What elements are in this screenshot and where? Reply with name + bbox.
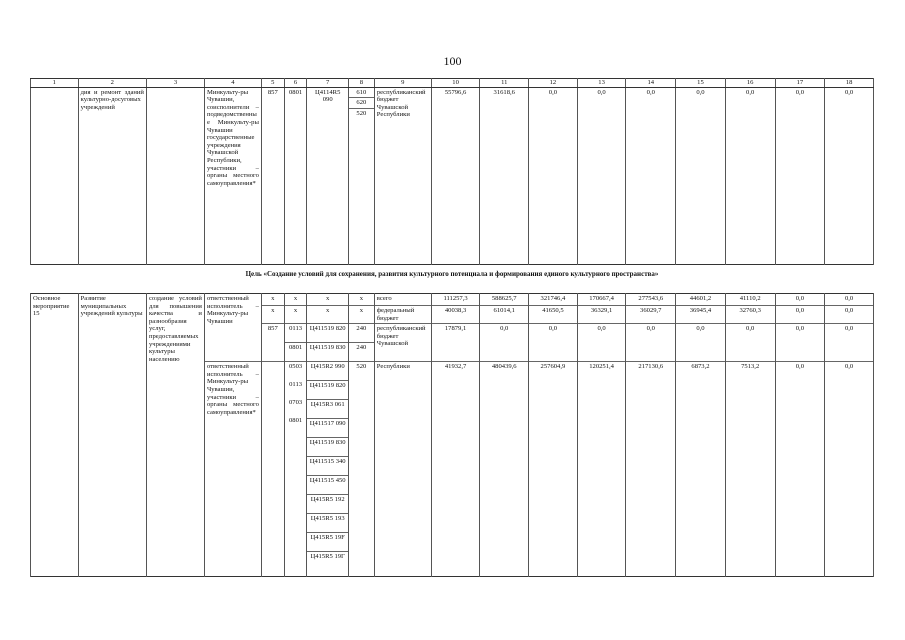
value-cell: 257604,9: [529, 362, 578, 577]
value-cell: 41650,5: [529, 306, 578, 324]
header-cell: 2: [78, 79, 146, 88]
csr-code: Ц415R2 990: [310, 363, 345, 371]
executor: Минкульту-ры Чувашии, соисполнители – подведомственные Минкульту-ры Чувашии государственные учреждения Чувашской Республики, участники – органы местного самоуправления*: [204, 87, 261, 264]
rzpr-codes: [284, 362, 307, 577]
value-cell: 36945,4: [676, 306, 726, 324]
value-cell: 31618,6: [480, 87, 529, 264]
x-mark: x: [348, 306, 374, 324]
value-cell: 0,0: [775, 324, 825, 362]
csr-code: Ц411515 340: [307, 456, 347, 475]
vr-code: 520: [348, 362, 374, 577]
csr-codes: [307, 362, 348, 577]
funding-source: всего: [374, 294, 431, 306]
rzpr-code: 0801: [284, 87, 307, 264]
header-cell: 9: [374, 79, 431, 88]
grbs-code: 857: [261, 87, 284, 264]
value-cell: 0,0: [529, 324, 578, 362]
value-cell: 40038,3: [431, 306, 480, 324]
grbs-code: 857: [261, 324, 284, 362]
rzpr-code: 0703: [288, 399, 303, 407]
header-cell: 11: [480, 79, 529, 88]
header-cell: 18: [825, 79, 874, 88]
x-mark: x: [261, 294, 284, 306]
value-cell: 588625,7: [480, 294, 529, 306]
value-cell: 111257,3: [431, 294, 480, 306]
value-cell: 36029,7: [626, 306, 676, 324]
indicator: создание условий для повышения качества и разнообразия услуг, предоставляемых учреждениями культуры населению: [146, 294, 204, 577]
vr-code: 610: [349, 89, 374, 99]
csr-code: Ц411517 090: [307, 418, 347, 437]
header-cell: 1: [31, 79, 79, 88]
value-cell: 17879,1: [431, 324, 480, 362]
vr-codes: [348, 87, 374, 264]
value-cell: 217130,6: [626, 362, 676, 577]
x-mark: x: [348, 294, 374, 306]
event-name: дия и ремонт зданий культурно-досуговых учреждений: [78, 87, 146, 264]
value-cell: 32760,3: [725, 306, 775, 324]
value-cell: 120251,4: [577, 362, 626, 577]
rzpr-code: 0801: [285, 342, 307, 361]
executor: ответственный исполнитель – Минкульту-ры Чувашии: [204, 294, 261, 362]
value-cell: 0,0: [529, 87, 578, 264]
value-cell: 0,0: [676, 87, 726, 264]
x-mark: x: [284, 294, 307, 306]
value-cell: 480439,6: [480, 362, 529, 577]
vr-codes: [348, 324, 374, 362]
table-cell: [261, 362, 284, 577]
header-cell: 13: [577, 79, 626, 88]
value-cell: 0,0: [775, 87, 825, 264]
table-cell: [31, 87, 79, 264]
header-cell: 3: [146, 79, 204, 88]
value-cell: 0,0: [676, 324, 726, 362]
value-cell: 0,0: [577, 324, 626, 362]
value-cell: 321746,4: [529, 294, 578, 306]
csr-code: Ц411519 820: [307, 380, 347, 399]
vr-code: 520: [356, 109, 367, 117]
goal-heading: Цель «Создание условий для сохранения, развития культурного потенциала и формирования единого культурного пространства»: [245, 270, 659, 278]
event-name: Развитие муниципальных учреждений культуры: [78, 294, 146, 577]
event-type: Основное мероприятие 15: [31, 294, 79, 577]
table-row: [31, 294, 874, 306]
csr-code: Ц4114R5 090: [307, 87, 348, 264]
csr-codes: [307, 324, 348, 362]
rzpr-codes: [284, 324, 307, 362]
value-cell: 0,0: [626, 87, 676, 264]
funding-source: республиканский бюджет Чувашской: [374, 324, 431, 362]
rzpr-code: 0801: [288, 417, 303, 425]
value-cell: 0,0: [825, 294, 874, 306]
value-cell: 277543,6: [626, 294, 676, 306]
value-cell: 0,0: [725, 324, 775, 362]
header-cell: 5: [261, 79, 284, 88]
vr-code: 240: [356, 325, 367, 333]
header-cell: 17: [775, 79, 825, 88]
value-cell: 6873,2: [676, 362, 726, 577]
value-cell: 44601,2: [676, 294, 726, 306]
page-number: 100: [443, 54, 462, 68]
csr-code: Ц415R5 193: [307, 513, 347, 532]
value-cell: 55796,6: [431, 87, 480, 264]
value-cell: 0,0: [775, 362, 825, 577]
csr-code: Ц411519 820: [309, 325, 346, 333]
csr-code: Ц411515 450: [307, 475, 347, 494]
value-cell: 0,0: [825, 324, 874, 362]
vr-code: 240: [349, 342, 374, 361]
header-cell: 7: [307, 79, 348, 88]
budget-table-top: [30, 78, 874, 265]
vr-code: 620: [349, 98, 374, 109]
csr-code: Ц415R5 192: [307, 494, 347, 513]
budget-table-bottom: [30, 293, 874, 577]
executor: ответственный исполнитель – Минкульту-ры Чувашии, участники – органы местного самоуправления*: [204, 362, 261, 577]
header-cell: 15: [676, 79, 726, 88]
value-cell: 0,0: [775, 294, 825, 306]
rzpr-code: 0113: [289, 325, 303, 333]
csr-code: Ц415R5 19Г: [307, 551, 347, 570]
table-row: [31, 87, 874, 264]
csr-code: Ц415R5 19F: [307, 532, 347, 551]
csr-code: Ц411519 830: [307, 437, 347, 456]
funding-source: республиканский бюджет Чувашской Республики: [374, 87, 431, 264]
value-cell: 41110,2: [725, 294, 775, 306]
x-mark: x: [307, 306, 348, 324]
csr-code: Ц411519 830: [307, 342, 347, 361]
value-cell: 7513,2: [725, 362, 775, 577]
rzpr-code: 0113: [289, 381, 303, 389]
value-cell: 0,0: [825, 306, 874, 324]
csr-code: Ц415R3 061: [307, 399, 347, 418]
header-cell: 12: [529, 79, 578, 88]
header-cell: 8: [348, 79, 374, 88]
value-cell: 0,0: [577, 87, 626, 264]
funding-source: федеральный бюджет: [374, 306, 431, 324]
header-cell: 14: [626, 79, 676, 88]
value-cell: 0,0: [775, 306, 825, 324]
header-cell: 10: [431, 79, 480, 88]
header-cell: 4: [204, 79, 261, 88]
header-cell: 6: [284, 79, 307, 88]
header-row: [31, 79, 874, 88]
value-cell: 36329,1: [577, 306, 626, 324]
value-cell: 0,0: [725, 87, 775, 264]
header-cell: 16: [725, 79, 775, 88]
funding-source: Республики: [374, 362, 431, 577]
value-cell: 170667,4: [577, 294, 626, 306]
x-mark: x: [307, 294, 348, 306]
x-mark: x: [284, 306, 307, 324]
value-cell: 0,0: [480, 324, 529, 362]
value-cell: 0,0: [825, 362, 874, 577]
table-cell: [146, 87, 204, 264]
value-cell: 41932,7: [431, 362, 480, 577]
rzpr-code: 0503: [288, 363, 303, 371]
value-cell: 0,0: [825, 87, 874, 264]
value-cell: 0,0: [626, 324, 676, 362]
x-mark: x: [261, 306, 284, 324]
value-cell: 61014,1: [480, 306, 529, 324]
